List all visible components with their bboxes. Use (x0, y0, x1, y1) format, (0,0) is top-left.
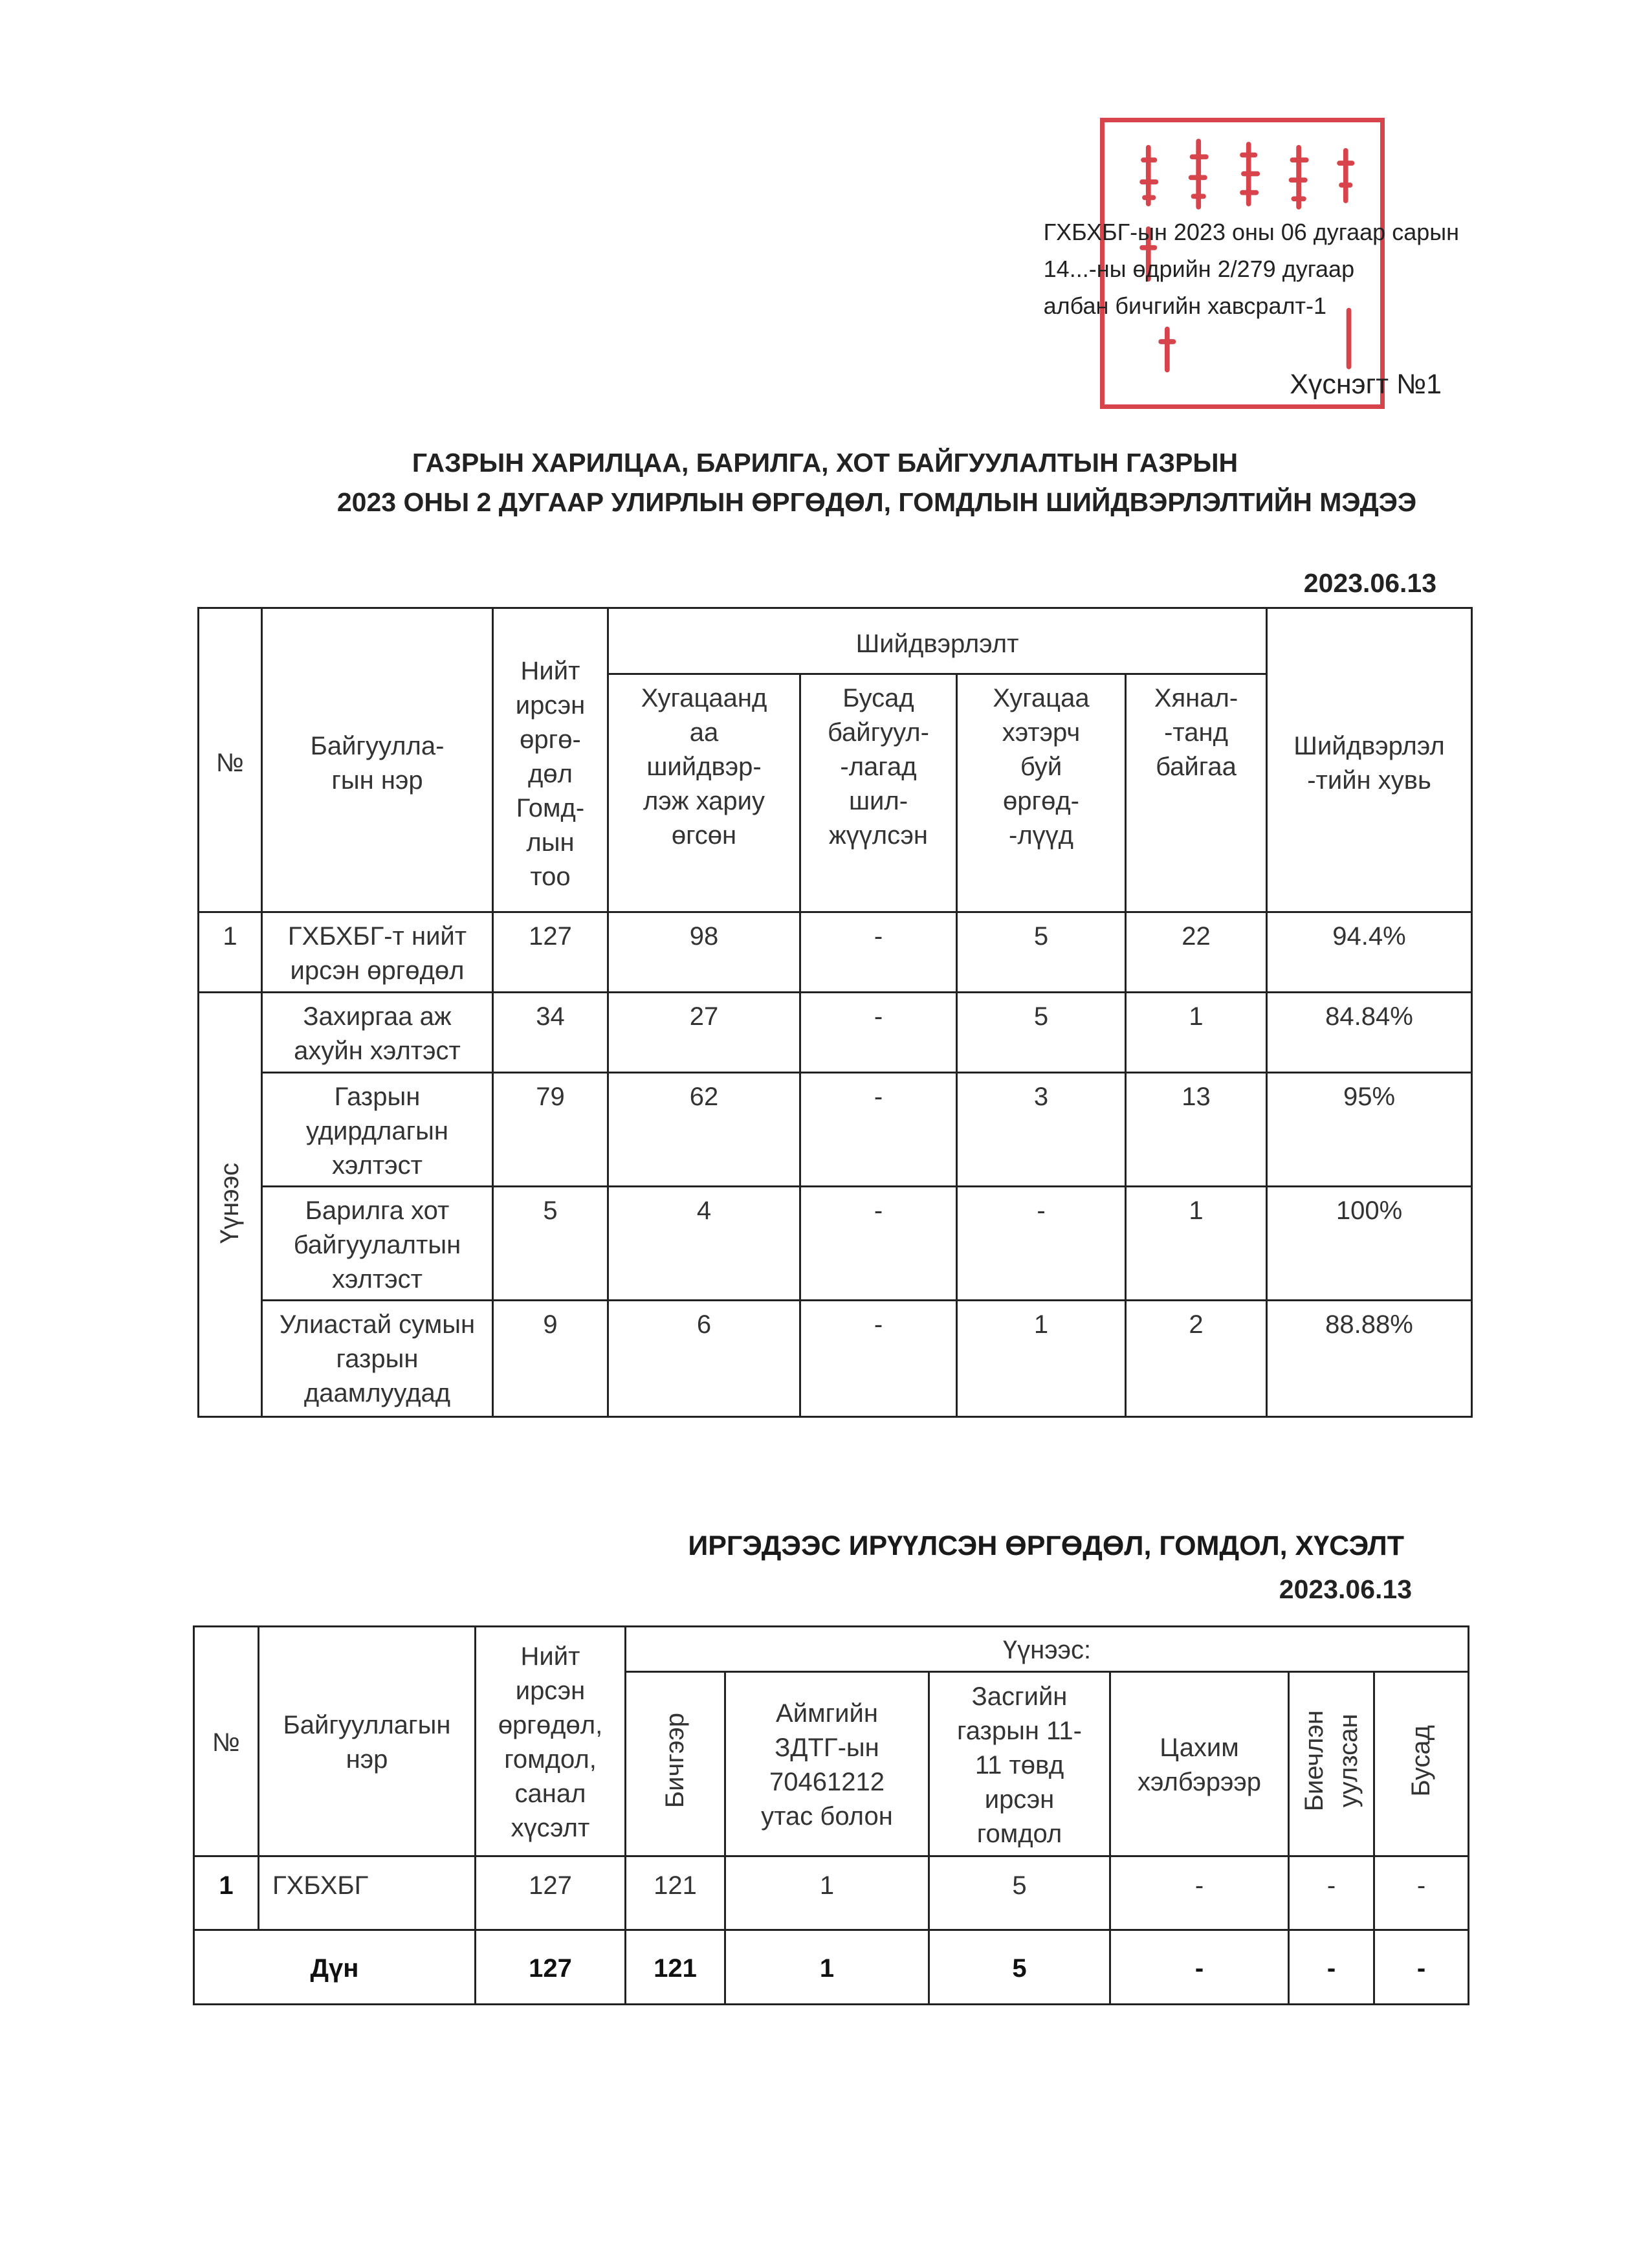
sum-recorded: - (1289, 1930, 1374, 2005)
cell-org: Захиргаа аж ахуйн хэлтэст (262, 993, 493, 1073)
cell-other: - (800, 1301, 957, 1417)
cell-total: 34 (493, 993, 608, 1073)
header-other: Бусад байгуул- -лагад шил- жүүлсэн (800, 674, 957, 912)
cell-written: 121 (626, 1856, 725, 1930)
reference-line-3: албан бичгийн хавсралт-1 (1043, 292, 1326, 319)
cell-control: 2 (1126, 1301, 1267, 1417)
cell-org: Барилга хот байгуулалтын хэлтэст (262, 1187, 493, 1301)
cell-no: 1 (194, 1856, 259, 1930)
header-gov: Засгийн газрын 11- 11 төвд ирсэн гомдол (929, 1672, 1110, 1856)
cell-overdue: 5 (957, 993, 1126, 1073)
header-written-cell (626, 1672, 725, 1856)
sum-row (194, 1930, 1469, 2005)
header-control: Хянал- -танд байгаа (1126, 674, 1267, 912)
cell-total: 9 (493, 1301, 608, 1417)
cell-no: 1 (199, 912, 262, 993)
table-row (199, 1073, 1472, 1187)
cell-misc: - (1374, 1856, 1469, 1930)
cell-control: 1 (1126, 993, 1267, 1073)
cell-rate: 95% (1267, 1073, 1472, 1187)
cell-total: 79 (493, 1073, 608, 1187)
header-ontime: Хугацаанд аа шийдвэр- лэж хариу өгсөн (608, 674, 800, 912)
cell-ontime: 4 (608, 1187, 800, 1301)
header-no: № (199, 608, 262, 912)
cell-recorded: - (1289, 1856, 1374, 1930)
header-no: № (194, 1627, 259, 1856)
header-overdue: Хугацаа хэтэрч буй өргөд- -лүүд (957, 674, 1126, 912)
report-date-2: 2023.06.13 (1279, 1574, 1412, 1604)
sum-total: 127 (476, 1930, 626, 2005)
table-row (199, 912, 1472, 993)
report-date-1: 2023.06.13 (1303, 568, 1436, 598)
cell-control: 22 (1126, 912, 1267, 993)
cell-overdue: 3 (957, 1073, 1126, 1187)
cell-ontime: 98 (608, 912, 800, 993)
page-title-line-2: 2023 ОНЫ 2 ДУГААР УЛИРЛЫН ӨРГӨДӨЛ, ГОМДЛЫН ШИЙДВЭРЛЭЛТИЙН МЭДЭЭ (336, 487, 1417, 517)
cell-rate: 88.88% (1267, 1301, 1472, 1417)
cell-control: 1 (1126, 1187, 1267, 1301)
header-rate: Шийдвэрлэл -тийн хувь (1267, 608, 1472, 912)
cell-overdue: 5 (957, 912, 1126, 993)
header-hotline: Аймгийн ЗДТГ-ын 70461212 утас болон (725, 1672, 929, 1856)
cell-electronic: - (1110, 1856, 1289, 1930)
sum-label: Дүн (194, 1930, 476, 2005)
sum-written: 121 (626, 1930, 725, 2005)
cell-rate: 84.84% (1267, 993, 1472, 1073)
cell-other: - (800, 1187, 957, 1301)
document-reference (1044, 214, 1459, 324)
section-title-2: ИРГЭДЭЭС ИРҮҮЛСЭН ӨРГӨДӨЛ, ГОМДОЛ, ХҮСЭЛТ (688, 1530, 1404, 1561)
sum-misc: - (1374, 1930, 1469, 2005)
header-total: Нийт ирсэн өргө- дөл Гомд- лын тоо (493, 608, 608, 912)
reference-line-2: 14...-ны өдрийн 2/279 дугаар (1043, 256, 1355, 282)
cell-gov: 5 (929, 1856, 1110, 1930)
cell-other: - (800, 1073, 957, 1187)
cell-rate: 94.4% (1267, 912, 1472, 993)
cell-overdue: - (957, 1187, 1126, 1301)
cell-control: 13 (1126, 1073, 1267, 1187)
page-title-line-1: ГАЗРЫН ХАРИЛЦАА, БАРИЛГА, ХОТ БАЙГУУЛАЛТЫН ГАЗРЫН (412, 448, 1238, 478)
cell-hotline: 1 (725, 1856, 929, 1930)
sum-electronic: - (1110, 1930, 1289, 2005)
header-recorded-cell (1289, 1672, 1374, 1856)
header-total: Нийт ирсэн өргөдөл, гомдол, санал хүсэлт (476, 1627, 626, 1856)
cell-ontime: 6 (608, 1301, 800, 1417)
cell-org: ГХБХБГ-т нийт ирсэн өргөдөл (262, 912, 493, 993)
source-label-cell (199, 993, 262, 1417)
source-label: Үүнээс (215, 1162, 244, 1244)
cell-total: 127 (476, 1856, 626, 1930)
cell-total: 5 (493, 1187, 608, 1301)
table-row (199, 1187, 1472, 1301)
table-row (199, 1301, 1472, 1417)
reference-line-1: ГХБХБГ-ын 2023 оны 06 дугаар сарын (1043, 219, 1459, 245)
cell-org: ГХБХБГ (259, 1856, 476, 1930)
header-recorded: Биечлэн уулзсан (1299, 1710, 1363, 1812)
cell-rate: 100% (1267, 1187, 1472, 1301)
cell-ontime: 62 (608, 1073, 800, 1187)
header-written: Бичгээр (661, 1713, 689, 1809)
header-org: Байгууллa- гын нэр (262, 608, 493, 912)
cell-overdue: 1 (957, 1301, 1126, 1417)
header-org: Байгууллагын нэр (259, 1627, 476, 1856)
table-row (194, 1856, 1469, 1930)
cell-other: - (800, 912, 957, 993)
cell-total: 127 (493, 912, 608, 993)
header-source-group: Үүнээс: (626, 1627, 1469, 1672)
header-misc-cell (1374, 1672, 1469, 1856)
annex-label: Хүснэгт №1 (1290, 369, 1442, 400)
header-resolution-group: Шийдвэрлэлт (608, 608, 1267, 674)
cell-other: - (800, 993, 957, 1073)
resolution-table (197, 607, 1473, 1418)
sum-hotline: 1 (725, 1930, 929, 2005)
cell-org: Улиастай сумын газрын даамлуудад (262, 1301, 493, 1417)
header-electronic: Цахим хэлбэрээр (1110, 1672, 1289, 1856)
cell-ontime: 27 (608, 993, 800, 1073)
sum-gov: 5 (929, 1930, 1110, 2005)
header-misc: Бусад (1407, 1724, 1435, 1797)
cell-org: Газрын удирдлагын хэлтэст (262, 1073, 493, 1187)
table-row (199, 993, 1472, 1073)
submissions-table (193, 1625, 1469, 2005)
